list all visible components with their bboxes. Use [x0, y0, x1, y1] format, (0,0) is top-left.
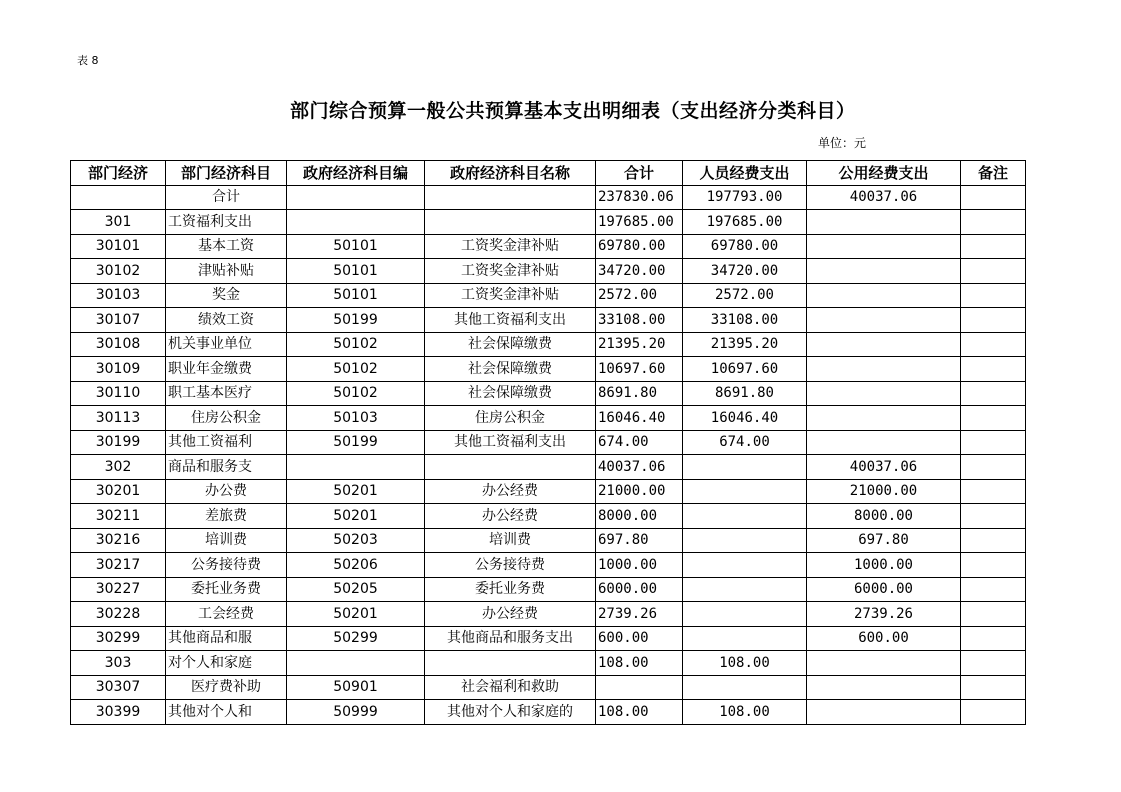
cell-total: 2739.26	[596, 602, 683, 627]
cell-public	[807, 332, 961, 357]
cell-dept-name: 合计	[166, 185, 287, 210]
cell-gov-name: 办公经费	[425, 602, 596, 627]
cell-note	[961, 479, 1026, 504]
cell-dept-name: 办公费	[166, 479, 287, 504]
table-row	[71, 332, 1026, 357]
cell-public: 2739.26	[807, 602, 961, 627]
table-row	[71, 308, 1026, 333]
cell-public: 1000.00	[807, 553, 961, 578]
cell-gov-name: 其他工资福利支出	[425, 430, 596, 455]
cell-gov-code: 50999	[287, 700, 425, 725]
cell-note	[961, 185, 1026, 210]
table-row	[71, 455, 1026, 480]
cell-note	[961, 675, 1026, 700]
table-row	[71, 430, 1026, 455]
cell-dept-code: 30216	[71, 528, 166, 553]
cell-dept-name: 委托业务费	[166, 577, 287, 602]
cell-personnel: 21395.20	[683, 332, 807, 357]
table-row	[71, 675, 1026, 700]
cell-personnel: 10697.60	[683, 357, 807, 382]
table-row	[71, 602, 1026, 627]
cell-gov-code: 50101	[287, 283, 425, 308]
header-personnel: 人员经费支出	[683, 161, 807, 186]
cell-dept-code: 301	[71, 210, 166, 235]
cell-dept-code: 30109	[71, 357, 166, 382]
cell-public	[807, 700, 961, 725]
header-total: 合计	[596, 161, 683, 186]
cell-note	[961, 602, 1026, 627]
table-row	[71, 381, 1026, 406]
cell-dept-name: 住房公积金	[166, 406, 287, 431]
table-row	[71, 504, 1026, 529]
cell-gov-code: 50203	[287, 528, 425, 553]
cell-public	[807, 430, 961, 455]
cell-personnel: 69780.00	[683, 234, 807, 259]
table-row	[71, 406, 1026, 431]
cell-public	[807, 283, 961, 308]
header-dept-name: 部门经济科目	[166, 161, 287, 186]
page-title: 部门综合预算一般公共预算基本支出明细表（支出经济分类科目）	[290, 100, 856, 122]
cell-total: 34720.00	[596, 259, 683, 284]
cell-gov-code: 50201	[287, 602, 425, 627]
cell-gov-code: 50205	[287, 577, 425, 602]
cell-gov-name: 住房公积金	[425, 406, 596, 431]
cell-gov-name: 工资奖金津补贴	[425, 234, 596, 259]
cell-personnel	[683, 528, 807, 553]
cell-public: 6000.00	[807, 577, 961, 602]
table-row	[71, 357, 1026, 382]
table-row	[71, 234, 1026, 259]
cell-dept-code: 30101	[71, 234, 166, 259]
cell-dept-name: 差旅费	[166, 504, 287, 529]
cell-public	[807, 210, 961, 235]
cell-total: 21395.20	[596, 332, 683, 357]
cell-total: 8691.80	[596, 381, 683, 406]
cell-gov-name	[425, 651, 596, 676]
cell-gov-name: 其他工资福利支出	[425, 308, 596, 333]
table-row	[71, 210, 1026, 235]
cell-dept-code: 30399	[71, 700, 166, 725]
cell-dept-name: 公务接待费	[166, 553, 287, 578]
cell-total: 1000.00	[596, 553, 683, 578]
table-header-row	[71, 161, 1026, 186]
cell-personnel	[683, 553, 807, 578]
cell-gov-code: 50199	[287, 308, 425, 333]
cell-public: 40037.06	[807, 455, 961, 480]
cell-dept-name: 其他对个人和	[166, 700, 287, 725]
cell-personnel	[683, 455, 807, 480]
cell-gov-code: 50206	[287, 553, 425, 578]
cell-personnel: 674.00	[683, 430, 807, 455]
cell-total: 600.00	[596, 626, 683, 651]
header-gov-name: 政府经济科目名称	[425, 161, 596, 186]
cell-dept-name: 其他工资福利	[166, 430, 287, 455]
cell-public	[807, 308, 961, 333]
cell-dept-code: 30217	[71, 553, 166, 578]
cell-personnel	[683, 577, 807, 602]
header-gov-code: 政府经济科目编	[287, 161, 425, 186]
cell-dept-name: 绩效工资	[166, 308, 287, 333]
cell-dept-code: 30307	[71, 675, 166, 700]
cell-public: 40037.06	[807, 185, 961, 210]
cell-public: 697.80	[807, 528, 961, 553]
table-row	[71, 700, 1026, 725]
cell-total: 69780.00	[596, 234, 683, 259]
cell-public	[807, 651, 961, 676]
cell-dept-code: 30299	[71, 626, 166, 651]
cell-personnel: 197793.00	[683, 185, 807, 210]
cell-dept-name: 工会经费	[166, 602, 287, 627]
cell-dept-name: 基本工资	[166, 234, 287, 259]
cell-dept-code: 30102	[71, 259, 166, 284]
cell-gov-code	[287, 455, 425, 480]
cell-dept-code: 30113	[71, 406, 166, 431]
table-row	[71, 553, 1026, 578]
cell-dept-name: 商品和服务支	[166, 455, 287, 480]
cell-note	[961, 357, 1026, 382]
cell-gov-code: 50103	[287, 406, 425, 431]
header-dept-code: 部门经济	[71, 161, 166, 186]
cell-note	[961, 455, 1026, 480]
cell-total: 33108.00	[596, 308, 683, 333]
cell-dept-name: 职工基本医疗	[166, 381, 287, 406]
cell-gov-name: 其他对个人和家庭的	[425, 700, 596, 725]
cell-gov-name: 公务接待费	[425, 553, 596, 578]
cell-public	[807, 381, 961, 406]
cell-total: 2572.00	[596, 283, 683, 308]
cell-gov-code: 50299	[287, 626, 425, 651]
cell-dept-name: 对个人和家庭	[166, 651, 287, 676]
cell-note	[961, 234, 1026, 259]
cell-total: 40037.06	[596, 455, 683, 480]
cell-note	[961, 577, 1026, 602]
cell-personnel: 34720.00	[683, 259, 807, 284]
cell-gov-code: 50102	[287, 332, 425, 357]
cell-gov-code: 50102	[287, 381, 425, 406]
cell-personnel: 8691.80	[683, 381, 807, 406]
cell-gov-name: 委托业务费	[425, 577, 596, 602]
cell-dept-code: 30107	[71, 308, 166, 333]
cell-dept-name: 职业年金缴费	[166, 357, 287, 382]
budget-detail-table	[70, 160, 1026, 725]
cell-gov-name: 工资奖金津补贴	[425, 259, 596, 284]
cell-personnel	[683, 626, 807, 651]
cell-dept-name: 医疗费补助	[166, 675, 287, 700]
cell-dept-name: 工资福利支出	[166, 210, 287, 235]
cell-total: 697.80	[596, 528, 683, 553]
header-note: 备注	[961, 161, 1026, 186]
cell-gov-code: 50199	[287, 430, 425, 455]
cell-total: 8000.00	[596, 504, 683, 529]
cell-personnel: 108.00	[683, 700, 807, 725]
cell-dept-code: 30201	[71, 479, 166, 504]
cell-dept-code: 30211	[71, 504, 166, 529]
cell-note	[961, 381, 1026, 406]
cell-gov-code	[287, 185, 425, 210]
cell-personnel	[683, 504, 807, 529]
cell-personnel: 33108.00	[683, 308, 807, 333]
cell-personnel: 108.00	[683, 651, 807, 676]
cell-total: 108.00	[596, 700, 683, 725]
cell-dept-name: 培训费	[166, 528, 287, 553]
cell-gov-name	[425, 210, 596, 235]
cell-dept-code: 30103	[71, 283, 166, 308]
table-body	[71, 185, 1026, 724]
cell-dept-code: 30228	[71, 602, 166, 627]
cell-total: 108.00	[596, 651, 683, 676]
cell-personnel: 197685.00	[683, 210, 807, 235]
cell-personnel	[683, 675, 807, 700]
cell-gov-code: 50101	[287, 259, 425, 284]
cell-gov-name: 社会保障缴费	[425, 332, 596, 357]
cell-note	[961, 504, 1026, 529]
cell-dept-code: 302	[71, 455, 166, 480]
cell-public: 8000.00	[807, 504, 961, 529]
cell-public	[807, 675, 961, 700]
cell-personnel	[683, 602, 807, 627]
cell-total: 16046.40	[596, 406, 683, 431]
cell-total	[596, 675, 683, 700]
cell-gov-name	[425, 455, 596, 480]
cell-gov-name: 办公经费	[425, 504, 596, 529]
cell-dept-name: 津贴补贴	[166, 259, 287, 284]
cell-note	[961, 430, 1026, 455]
table-row	[71, 626, 1026, 651]
cell-dept-code	[71, 185, 166, 210]
cell-note	[961, 406, 1026, 431]
table-row	[71, 283, 1026, 308]
cell-note	[961, 283, 1026, 308]
cell-note	[961, 308, 1026, 333]
cell-gov-name: 其他商品和服务支出	[425, 626, 596, 651]
unit-label: 单位：元	[818, 136, 867, 150]
cell-gov-code: 50201	[287, 479, 425, 504]
cell-total: 21000.00	[596, 479, 683, 504]
cell-gov-name: 社会保障缴费	[425, 381, 596, 406]
cell-personnel: 16046.40	[683, 406, 807, 431]
cell-note	[961, 700, 1026, 725]
cell-gov-name: 社会保障缴费	[425, 357, 596, 382]
cell-dept-code: 30110	[71, 381, 166, 406]
cell-personnel	[683, 479, 807, 504]
cell-gov-name: 培训费	[425, 528, 596, 553]
table-row	[71, 577, 1026, 602]
cell-note	[961, 528, 1026, 553]
cell-dept-code: 30199	[71, 430, 166, 455]
table-row	[71, 259, 1026, 284]
cell-gov-code: 50102	[287, 357, 425, 382]
cell-public	[807, 406, 961, 431]
cell-note	[961, 626, 1026, 651]
cell-gov-code	[287, 651, 425, 676]
table-row	[71, 651, 1026, 676]
cell-gov-name: 办公经费	[425, 479, 596, 504]
table-number-label: 表 8	[77, 54, 99, 67]
cell-total: 6000.00	[596, 577, 683, 602]
cell-dept-code: 30227	[71, 577, 166, 602]
cell-gov-code: 50901	[287, 675, 425, 700]
cell-dept-code: 303	[71, 651, 166, 676]
cell-total: 10697.60	[596, 357, 683, 382]
cell-gov-code: 50101	[287, 234, 425, 259]
cell-total: 237830.06	[596, 185, 683, 210]
cell-note	[961, 210, 1026, 235]
cell-note	[961, 553, 1026, 578]
cell-dept-name: 奖金	[166, 283, 287, 308]
cell-total: 197685.00	[596, 210, 683, 235]
table-row	[71, 479, 1026, 504]
cell-note	[961, 332, 1026, 357]
cell-dept-name: 机关事业单位	[166, 332, 287, 357]
table-row	[71, 185, 1026, 210]
cell-gov-code	[287, 210, 425, 235]
cell-public: 21000.00	[807, 479, 961, 504]
cell-gov-code: 50201	[287, 504, 425, 529]
cell-gov-name	[425, 185, 596, 210]
cell-note	[961, 651, 1026, 676]
cell-gov-name: 社会福利和救助	[425, 675, 596, 700]
cell-public	[807, 234, 961, 259]
cell-note	[961, 259, 1026, 284]
cell-public: 600.00	[807, 626, 961, 651]
cell-personnel: 2572.00	[683, 283, 807, 308]
table-row	[71, 528, 1026, 553]
header-public: 公用经费支出	[807, 161, 961, 186]
cell-gov-name: 工资奖金津补贴	[425, 283, 596, 308]
cell-dept-code: 30108	[71, 332, 166, 357]
cell-public	[807, 259, 961, 284]
cell-total: 674.00	[596, 430, 683, 455]
cell-public	[807, 357, 961, 382]
cell-dept-name: 其他商品和服	[166, 626, 287, 651]
